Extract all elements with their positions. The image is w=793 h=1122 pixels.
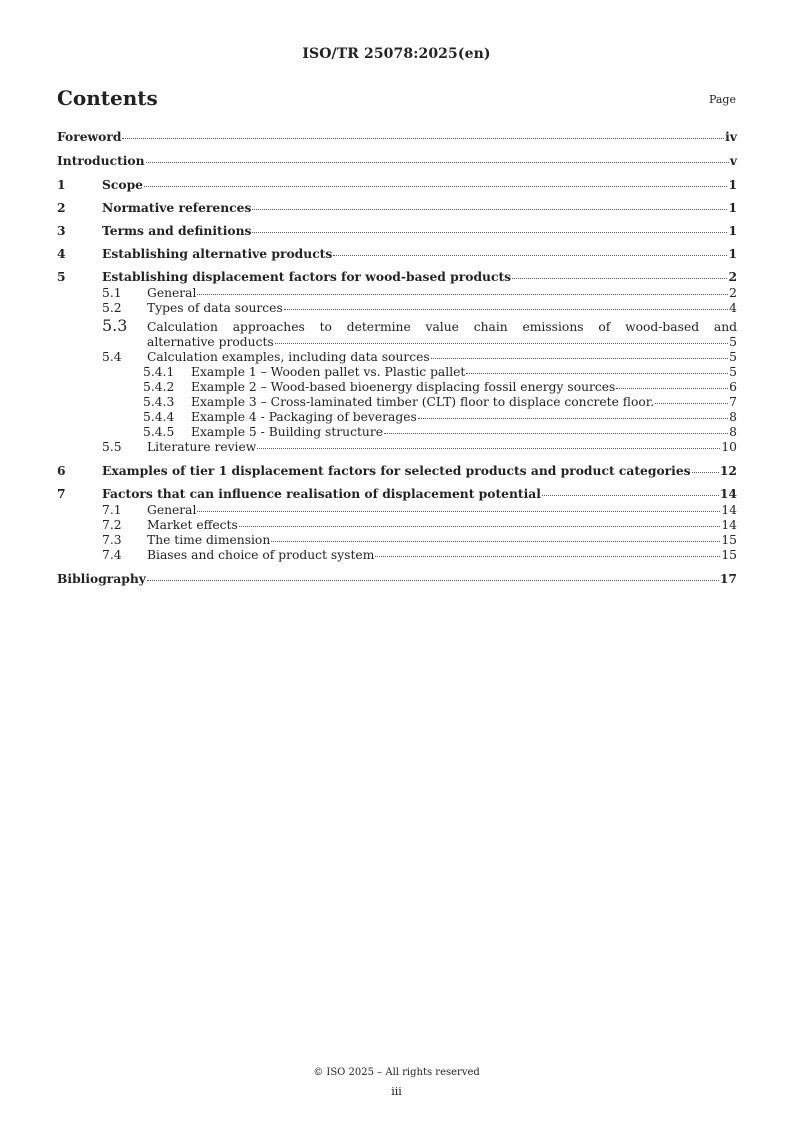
toc-entry-number: 6 bbox=[57, 463, 66, 478]
toc-entry-5-4-4[interactable] bbox=[57, 410, 737, 425]
toc-entry-5-5[interactable] bbox=[57, 440, 737, 455]
toc-entry-7-3[interactable] bbox=[57, 533, 737, 548]
toc-entry-number: 7.2 bbox=[102, 518, 122, 532]
toc-entry-title: Market effects bbox=[147, 518, 238, 532]
toc-entry-page: 2 bbox=[729, 286, 737, 300]
toc-entry-page: 15 bbox=[721, 548, 737, 562]
toc-entry-page: 4 bbox=[729, 301, 737, 315]
toc-entry-number: 5 bbox=[57, 269, 66, 284]
toc-entry-page: 14 bbox=[721, 518, 737, 532]
leader-dots bbox=[431, 358, 728, 359]
toc-entry-7-4[interactable] bbox=[57, 548, 737, 563]
toc-entry-page: 1 bbox=[728, 177, 737, 192]
toc-entry-displacement-factors[interactable] bbox=[57, 269, 737, 284]
toc-entry-number: 5.2 bbox=[102, 301, 122, 315]
toc-entry-title: Normative references bbox=[102, 200, 252, 215]
toc-entry-page: 6 bbox=[729, 380, 737, 394]
leader-dots bbox=[375, 556, 720, 557]
toc-entry-title: Factors that can influence realisation of displacement potential bbox=[102, 486, 541, 501]
leader-dots bbox=[146, 162, 729, 163]
toc-entry-title: Example 2 – Wood-based bioenergy displacing fossil energy sources bbox=[191, 380, 616, 394]
leader-dots bbox=[252, 232, 727, 233]
toc-entry-page: 17 bbox=[719, 571, 737, 586]
toc-entry-title: Establishing alternative products bbox=[102, 246, 333, 261]
toc-entry-tier1-examples[interactable] bbox=[57, 463, 737, 478]
toc-entry-5-4[interactable] bbox=[57, 350, 737, 365]
toc-entry-title: Types of data sources bbox=[147, 301, 283, 315]
toc-entry-number: 5.4.5 bbox=[143, 425, 175, 439]
toc-entry-title: Foreword bbox=[57, 129, 122, 144]
toc-entry-page: v bbox=[729, 153, 737, 168]
toc-entry-title: General bbox=[147, 286, 197, 300]
toc-entry-page: 10 bbox=[721, 440, 737, 454]
toc-entry-scope[interactable] bbox=[57, 177, 737, 192]
toc-entry-number: 5.3 bbox=[102, 316, 128, 335]
leader-dots bbox=[275, 343, 728, 344]
leader-dots bbox=[122, 138, 724, 139]
toc-entry-number: 5.4.1 bbox=[143, 365, 175, 379]
toc-entry-title: Bibliography bbox=[57, 571, 146, 586]
toc-entry-title: Example 4 - Packaging of beverages bbox=[191, 410, 417, 424]
leader-dots bbox=[512, 278, 727, 279]
leader-dots bbox=[655, 403, 728, 404]
toc-entry-title: Literature review bbox=[147, 440, 257, 454]
toc-entry-page: 1 bbox=[728, 246, 737, 261]
toc-entry-page: 12 bbox=[719, 463, 737, 478]
toc-entry-number: 7 bbox=[57, 486, 66, 501]
toc-entry-title: Scope bbox=[102, 177, 143, 192]
toc-entry-page: 1 bbox=[728, 200, 737, 215]
toc-entry-title: Establishing displacement factors for wood-based products bbox=[102, 269, 512, 284]
toc-entry-number: 1 bbox=[57, 177, 66, 192]
toc-entry-title: Calculation approaches to determine value chain emissions of wood-based and bbox=[147, 320, 737, 334]
page-column-label: Page bbox=[708, 93, 736, 106]
toc-entry-5-2[interactable] bbox=[57, 301, 737, 316]
leader-dots bbox=[147, 580, 719, 581]
toc-entry-title: Example 1 – Wooden pallet vs. Plastic pallet bbox=[191, 365, 466, 379]
leader-dots bbox=[466, 373, 728, 374]
toc-entry-title: Example 3 – Cross-laminated timber (CLT) floor to displace concrete floor. bbox=[191, 395, 655, 409]
toc-entry-number: 7.4 bbox=[102, 548, 122, 562]
leader-dots bbox=[418, 418, 728, 419]
toc-entry-alternative-products[interactable] bbox=[57, 246, 737, 261]
leader-dots bbox=[284, 309, 728, 310]
toc-entry-number: 5.4.2 bbox=[143, 380, 175, 394]
toc-entry-title: Introduction bbox=[57, 153, 145, 168]
toc-entry-5-4-3[interactable] bbox=[57, 395, 737, 410]
leader-dots bbox=[692, 472, 719, 473]
toc-entry-5-4-2[interactable] bbox=[57, 380, 737, 395]
toc-entry-page: 7 bbox=[729, 395, 737, 409]
toc-entry-page: 14 bbox=[721, 503, 737, 517]
leader-dots bbox=[384, 433, 728, 434]
toc-entry-bibliography[interactable] bbox=[57, 571, 737, 586]
toc-entry-number: 5.4.3 bbox=[143, 395, 175, 409]
page-number: iii bbox=[391, 1085, 402, 1098]
toc-entry-title: Biases and choice of product system bbox=[147, 548, 375, 562]
leader-dots bbox=[271, 541, 720, 542]
toc-entry-page: 1 bbox=[728, 223, 737, 238]
toc-entry-page: 8 bbox=[729, 410, 737, 424]
table-of-contents bbox=[57, 129, 737, 586]
toc-entry-title: The time dimension bbox=[147, 533, 271, 547]
toc-entry-number: 5.4 bbox=[102, 350, 122, 364]
leader-dots bbox=[144, 186, 727, 187]
toc-entry-page: 5 bbox=[729, 365, 737, 379]
copyright-notice: © ISO 2025 – All rights reserved bbox=[313, 1067, 480, 1078]
toc-entry-page: 15 bbox=[721, 533, 737, 547]
toc-entry-title-continuation: alternative products bbox=[147, 335, 274, 349]
toc-entry-foreword[interactable] bbox=[57, 129, 737, 144]
contents-title: Contents bbox=[57, 86, 158, 110]
toc-entry-terms-and-definitions[interactable] bbox=[57, 223, 737, 238]
toc-entry-number: 3 bbox=[57, 223, 66, 238]
toc-entry-5-1[interactable] bbox=[57, 286, 737, 301]
toc-entry-7-2[interactable] bbox=[57, 518, 737, 533]
toc-entry-5-4-5[interactable] bbox=[57, 425, 737, 440]
toc-entry-normative-references[interactable] bbox=[57, 200, 737, 215]
toc-entry-introduction[interactable] bbox=[57, 153, 737, 168]
toc-entry-title: Terms and definitions bbox=[102, 223, 252, 238]
toc-entry-page: 5 bbox=[729, 350, 737, 364]
toc-entry-page: 8 bbox=[729, 425, 737, 439]
toc-entry-title: Calculation examples, including data sources bbox=[147, 350, 430, 364]
leader-dots bbox=[616, 388, 728, 389]
toc-entry-number: 5.5 bbox=[102, 440, 122, 454]
toc-entry-page: 2 bbox=[728, 269, 737, 284]
toc-entry-influencing-factors[interactable] bbox=[57, 486, 737, 501]
leader-dots bbox=[257, 448, 720, 449]
toc-entry-title: General bbox=[147, 503, 197, 517]
toc-entry-page: 14 bbox=[719, 486, 737, 501]
toc-entry-5-3[interactable] bbox=[57, 316, 737, 350]
toc-entry-number: 7.1 bbox=[102, 503, 122, 517]
leader-dots bbox=[252, 209, 727, 210]
leader-dots bbox=[542, 495, 719, 496]
toc-entry-number: 5.4.4 bbox=[143, 410, 175, 424]
toc-entry-number: 7.3 bbox=[102, 533, 122, 547]
leader-dots bbox=[197, 511, 720, 512]
leader-dots bbox=[239, 526, 721, 527]
leader-dots bbox=[333, 255, 727, 256]
toc-entry-number: 4 bbox=[57, 246, 66, 261]
toc-entry-title: Example 5 - Building structure bbox=[191, 425, 383, 439]
toc-entry-page: 5 bbox=[729, 335, 737, 349]
toc-entry-7-1[interactable] bbox=[57, 503, 737, 518]
toc-entry-number: 2 bbox=[57, 200, 66, 215]
document-id: ISO/TR 25078:2025(en) bbox=[302, 46, 491, 62]
toc-entry-number: 5.1 bbox=[102, 286, 122, 300]
toc-entry-page: iv bbox=[725, 129, 737, 144]
leader-dots bbox=[197, 294, 728, 295]
toc-entry-title: Examples of tier 1 displacement factors for selected products and product categories bbox=[102, 463, 691, 478]
toc-entry-5-4-1[interactable] bbox=[57, 365, 737, 380]
